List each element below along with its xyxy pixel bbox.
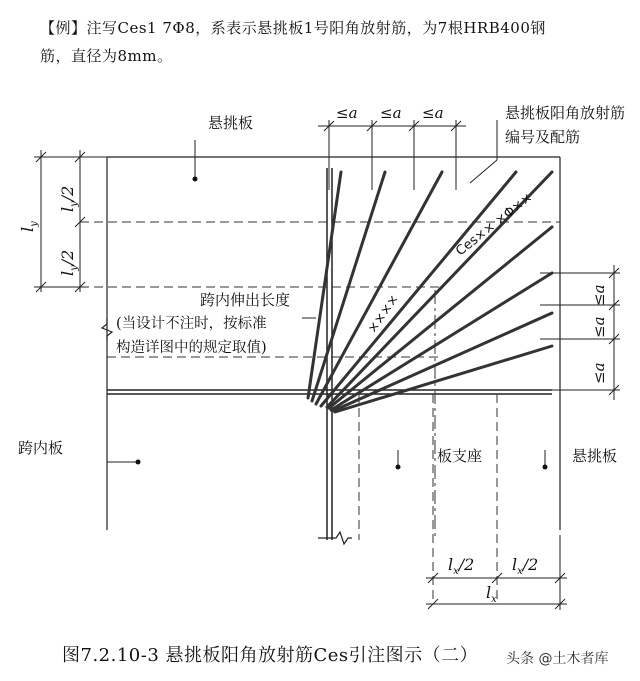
- spacing-a-top-2: ≤a: [380, 104, 402, 122]
- dim-half-lx-right: $l_x/2$: [512, 555, 539, 577]
- dot-inner-slab: [136, 460, 141, 465]
- dot-support: [396, 465, 401, 470]
- dim-half-ly-top: $l_y/2$: [58, 185, 80, 212]
- label-cantilever-right: 悬挑板: [572, 447, 618, 465]
- label-extension-2: (当设计不注时，按标准: [116, 316, 267, 332]
- label-ces-note: Ces×× ×Φ××: [453, 190, 536, 260]
- figure-caption: 图7.2.10-3 悬挑板阳角放射筋Ces引注图示（二）: [62, 645, 479, 666]
- label-extension-1: 跨内伸出长度: [200, 291, 291, 309]
- dim-lx: $l_x$: [486, 583, 497, 605]
- label-radial-title-1: 悬挑板阳角放射筋: [505, 104, 626, 122]
- label-extension-3: 构造详图中的规定取值): [116, 340, 267, 356]
- watermark: 头条 @土木者库: [500, 646, 614, 670]
- dim-half-ly-bottom: $l_y/2$: [58, 249, 80, 276]
- dot-cantilever-right: [543, 465, 548, 470]
- dim-half-lx-left: $l_x/2$: [448, 555, 475, 577]
- spacing-a-right-3: ≤a: [590, 362, 608, 384]
- spacing-a-top-1: ≤a: [336, 104, 358, 122]
- label-radial-title-2: 编号及配筋: [505, 128, 581, 146]
- example-line-2: 筋，直径为8mm。: [40, 47, 173, 65]
- spacing-a-right-2: ≤a: [590, 316, 608, 338]
- break-mark-bottom: [318, 532, 352, 544]
- label-cantilever-top: 悬挑板: [208, 114, 254, 132]
- leader-radial-title-2: [470, 160, 497, 183]
- dim-ly: $l_y$: [18, 221, 40, 232]
- example-line-1: 【例】注写Ces1 7Φ8，系表示悬挑板1号阳角放射筋，为7根HRB400钢: [40, 19, 546, 37]
- label-xxxx: ××××: [364, 291, 403, 337]
- label-support: 板支座: [437, 447, 483, 465]
- radial-bar-9: [335, 346, 552, 412]
- dot-cantilever-top: [193, 177, 198, 182]
- spacing-a-top-3: ≤a: [422, 104, 444, 122]
- spacing-a-right-1: ≤a: [590, 284, 608, 306]
- label-inner-slab: 跨内板: [18, 439, 64, 457]
- radial-bar-4: [321, 172, 516, 406]
